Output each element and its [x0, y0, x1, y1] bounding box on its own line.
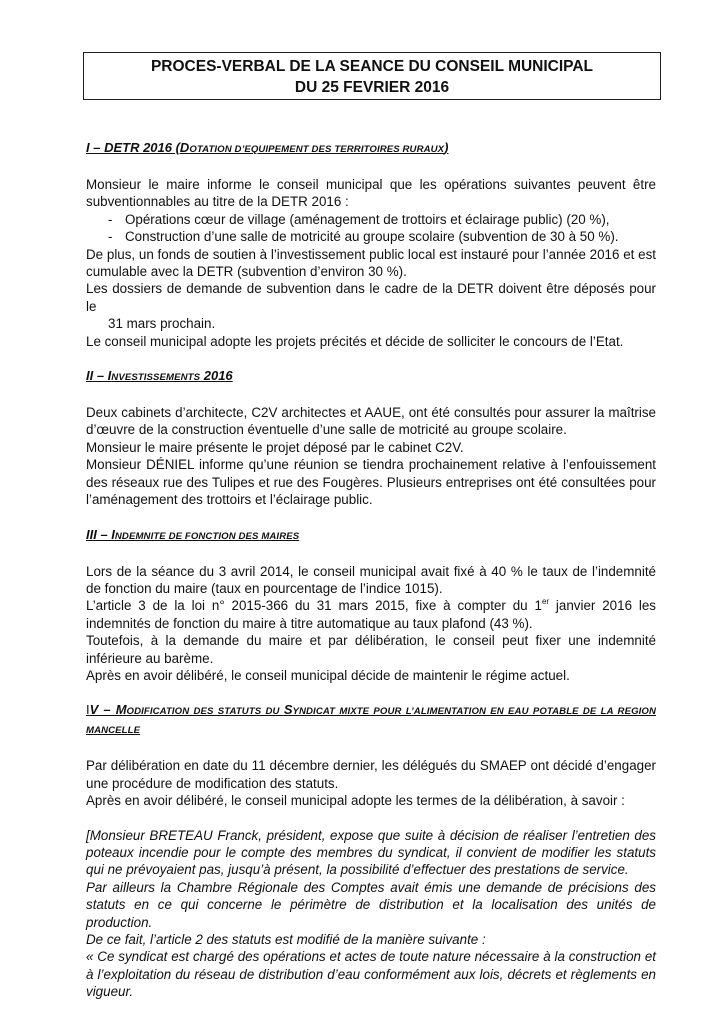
section-heading-syndicat: IV – MODIFICATION DES STATUTS DU SYNDICAT MIXTE POUR L’ALIMENTATION EN EAU POTABLE DE LA REGION MANCELLE — [86, 702, 656, 737]
paragraph: De plus, un fonds de soutien à l’investissement public local est instauré pour l’année 2016 et est cumulable avec la DETR (subvention d’environ 30 %). — [86, 246, 656, 280]
section-heading-investissements: II – INVESTISSEMENTS 2016 — [86, 368, 233, 384]
quoted-paragraph: « Ce syndicat est chargé des opérations et actes de toute nature nécessaire à la construction et à l’exploitation du réseau de distribution d’eau conformément aux lois, décrets et règlements en vigueur. — [86, 949, 656, 1000]
title-line-2: DU 25 FEVRIER 2016 — [294, 79, 450, 96]
section-heading-detr: I – DETR 2016 (DOTATION D’EQUIPEMENT DES TERRITOIRES RURAUX) — [86, 140, 449, 155]
title-line-1: PROCES-VERBAL DE LA SEANCE DU CONSEIL MUNICIPAL — [150, 58, 594, 75]
paragraph: 31 mars prochain. — [108, 316, 216, 332]
quoted-paragraph: Par ailleurs la Chambre Régionale des Comptes avait émis une demande de précisions des statuts en ce qui concerne le périmètre de distribution et la localisation des unités de production. — [86, 879, 656, 930]
paragraph: Après en avoir délibéré, le conseil municipal décide de maintenir le régime actuel. — [86, 667, 570, 683]
paragraph: Par délibération en date du 11 décembre dernier, les délégués du SMAEP ont décidé d’engager une procédure de modification des statuts. — [86, 758, 656, 791]
paragraph: L’article 3 de la loi n° 2015-366 du 31 mars 2015, fixe à compter du 1er janvier 2016 les indemnités de fonction du maire à titre automatique au taux plafond (43 %). — [86, 597, 656, 631]
paragraph: Deux cabinets d’architecte, C2V architectes et AAUE, ont été consultés pour assurer la maîtrise d’œuvre de la construction éventuelle d’une salle de motricité au groupe scolaire. — [86, 405, 656, 438]
paragraph: Monsieur le maire présente le projet déposé par le cabinet C2V. — [86, 439, 464, 455]
list-item: - Opérations cœur de village (aménagement de trottoirs et éclairage public) (20 %), — [108, 211, 656, 228]
section-heading-indemnite: III – INDEMNITE DE FONCTION DES MAIRES — [86, 526, 300, 542]
paragraph: Après en avoir délibéré, le conseil municipal adopte les termes de la délibération, à savoir : — [86, 793, 625, 809]
paragraph: Le conseil municipal adopte les projets précités et décide de solliciter le concours de l’Etat. — [86, 333, 624, 349]
paragraph: Monsieur le maire informe le conseil municipal que les opérations suivantes peuvent être subventionnables au titre de la DETR 2016 : — [86, 177, 656, 210]
quoted-paragraph: [Monsieur BRETEAU Franck, président, expose que suite à décision de réaliser l’entretien des poteaux incendie pour le compte des membres du syndicat, il convient de modifier les statuts qui ne prévoyaient pas, jusqu’à présent, la possibilité d’effectuer des prestations de service. — [86, 827, 656, 878]
document-body — [86, 139, 656, 1001]
paragraph: Lors de la séance du 3 avril 2014, le conseil municipal avait fixé à 40 % le taux de l’indemnité de fonction du maire (taux en pourcentage de l’indice 1015). — [86, 563, 656, 596]
bullet-list — [86, 211, 656, 246]
quoted-paragraph: De ce fait, l’article 2 des statuts est modifié de la manière suivante : — [86, 932, 486, 947]
paragraph: Monsieur DÉNIEL informe qu’une réunion se tiendra prochainement relative à l’enfouissement des réseaux rue des Tulipes et rue des Fougères. Plusieurs entreprises ont été consultées pour l’aménagement des trottoirs et l’éclairage public. — [86, 457, 656, 508]
list-item: - Construction d’une salle de motricité au groupe scolaire (subvention de 30 à 50 %). — [108, 228, 656, 245]
title-box — [83, 52, 661, 100]
paragraph: Les dossiers de demande de subvention dans le cadre de la DETR doivent être déposés pour le — [86, 281, 656, 314]
paragraph: Toutefois, à la demande du maire et par délibération, le conseil peut fixer une indemnité inférieure au barème. — [86, 633, 656, 666]
